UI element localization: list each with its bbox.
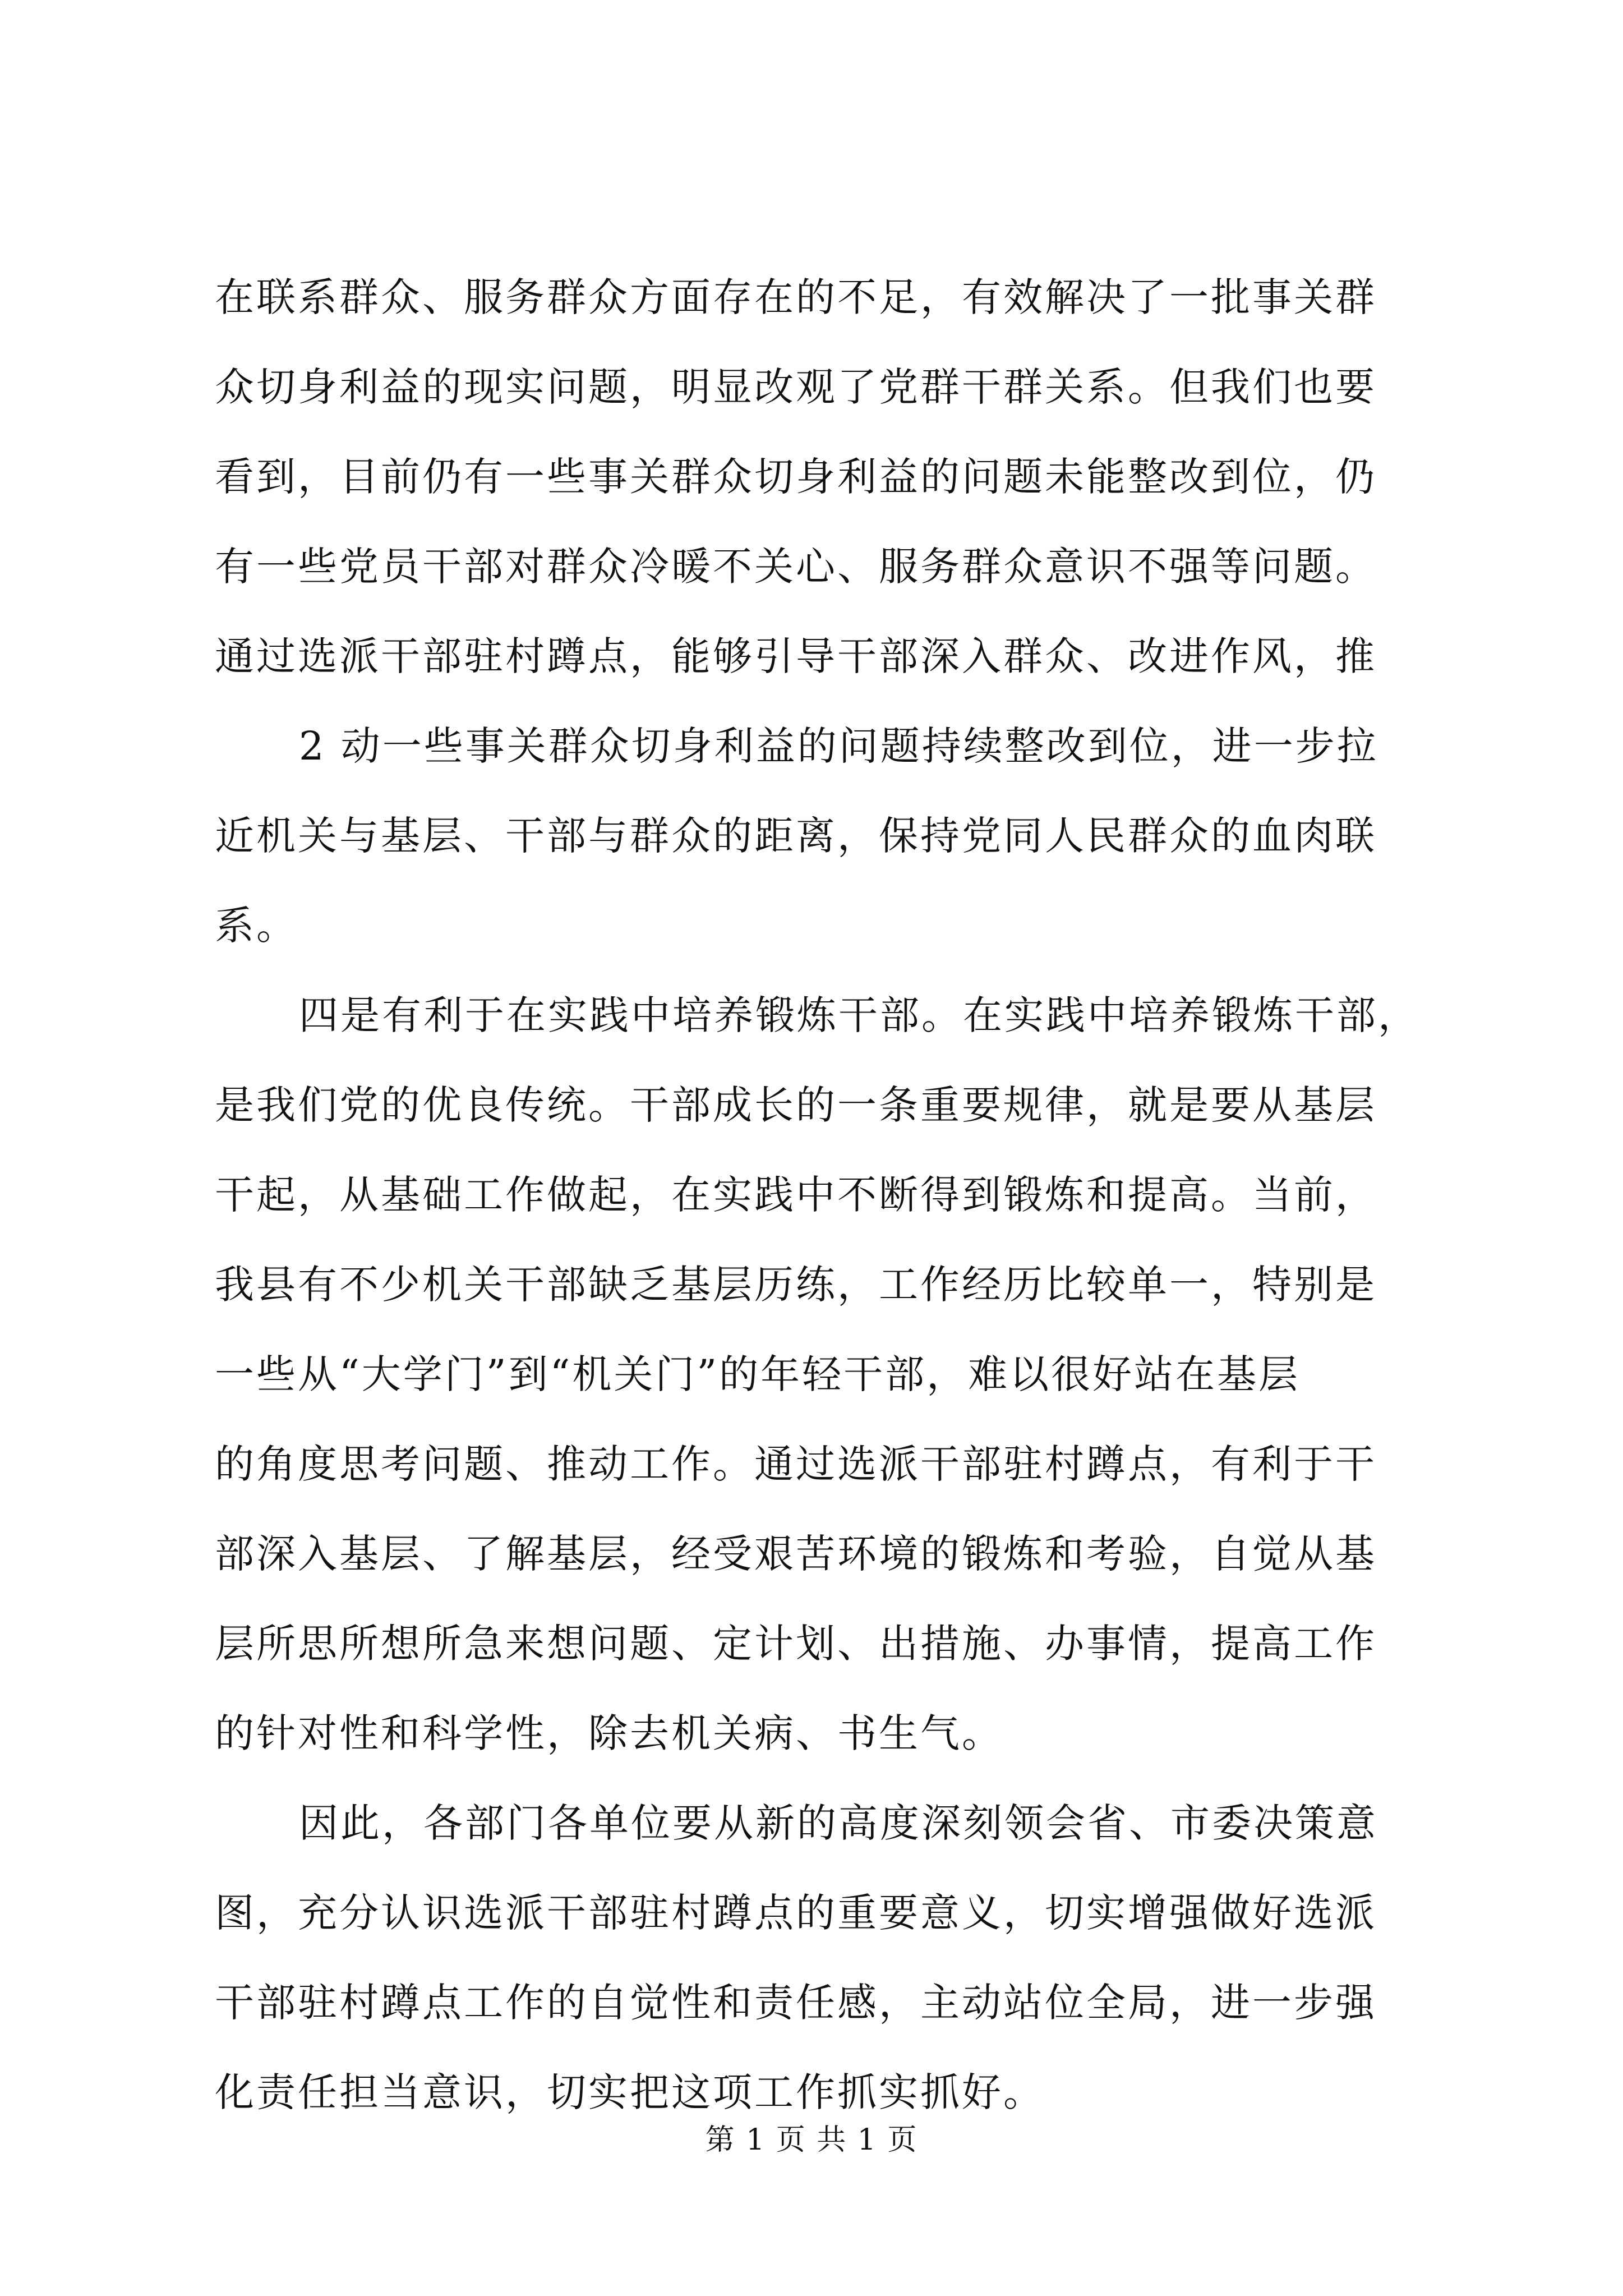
text-line: 层所思所想所急来想问题、定计划、出措施、办事情，提高工作 — [215, 1621, 1377, 1667]
paragraph-start-line: 四是有利于在实践中培养锻炼干部。在实践中培养锻炼干部， — [299, 992, 1419, 1038]
text-line: 近机关与基层、干部与群众的距离，保持党同人民群众的血肉联 — [215, 813, 1377, 859]
paragraph-start-line: 因此，各部门各单位要从新的高度深刻领会省、市委决策意 — [299, 1800, 1378, 1846]
text-line: 干部驻村蹲点工作的自觉性和责任感，主动站位全局，进一步强 — [215, 1980, 1377, 2026]
text-line: 一些从“大学门”到“机关门”的年轻干部，难以很好站在基层 — [215, 1351, 1301, 1397]
text-line: 系。 — [215, 903, 298, 949]
text-line: 的角度思考问题、推动工作。通过选派干部驻村蹲点，有利于干 — [215, 1441, 1377, 1487]
text-line: 在联系群众、服务群众方面存在的不足，有效解决了一批事关群 — [215, 274, 1377, 320]
text-line: 我县有不少机关干部缺乏基层历练，工作经历比较单一，特别是 — [215, 1262, 1377, 1308]
text-line: 的针对性和科学性，除去机关病、书生气。 — [215, 1710, 1003, 1756]
document-body — [215, 252, 1419, 2137]
text-line: 众切身利益的现实问题，明显改观了党群干群关系。但我们也要 — [215, 364, 1377, 410]
text-line: 看到，目前仍有一些事关群众切身利益的问题未能整改到位，仍 — [215, 454, 1377, 500]
text-line: 2 动一些事关群众切身利益的问题持续整改到位，进一步拉 — [299, 723, 1378, 769]
text-line: 部深入基层、了解基层，经受艰苦环境的锻炼和考验，自觉从基 — [215, 1531, 1377, 1577]
text-line: 化责任担当意识，切实把这项工作抓实抓好。 — [215, 2069, 1045, 2115]
text-line: 有一些党员干部对群众冷暖不关心、服务群众意识不强等问题。 — [215, 544, 1377, 590]
text-line: 图，充分认识选派干部驻村蹲点的重要意义，切实增强做好选派 — [215, 1890, 1377, 1936]
page-footer: 第 1 页 共 1 页 — [705, 2123, 918, 2157]
text-line: 通过选派干部驻村蹲点，能够引导干部深入群众、改进作风，推 — [215, 633, 1377, 679]
text-line: 是我们党的优良传统。干部成长的一条重要规律，就是要从基层 — [215, 1082, 1377, 1128]
text-line: 干起，从基础工作做起，在实践中不断得到锻炼和提高。当前， — [215, 1172, 1377, 1218]
